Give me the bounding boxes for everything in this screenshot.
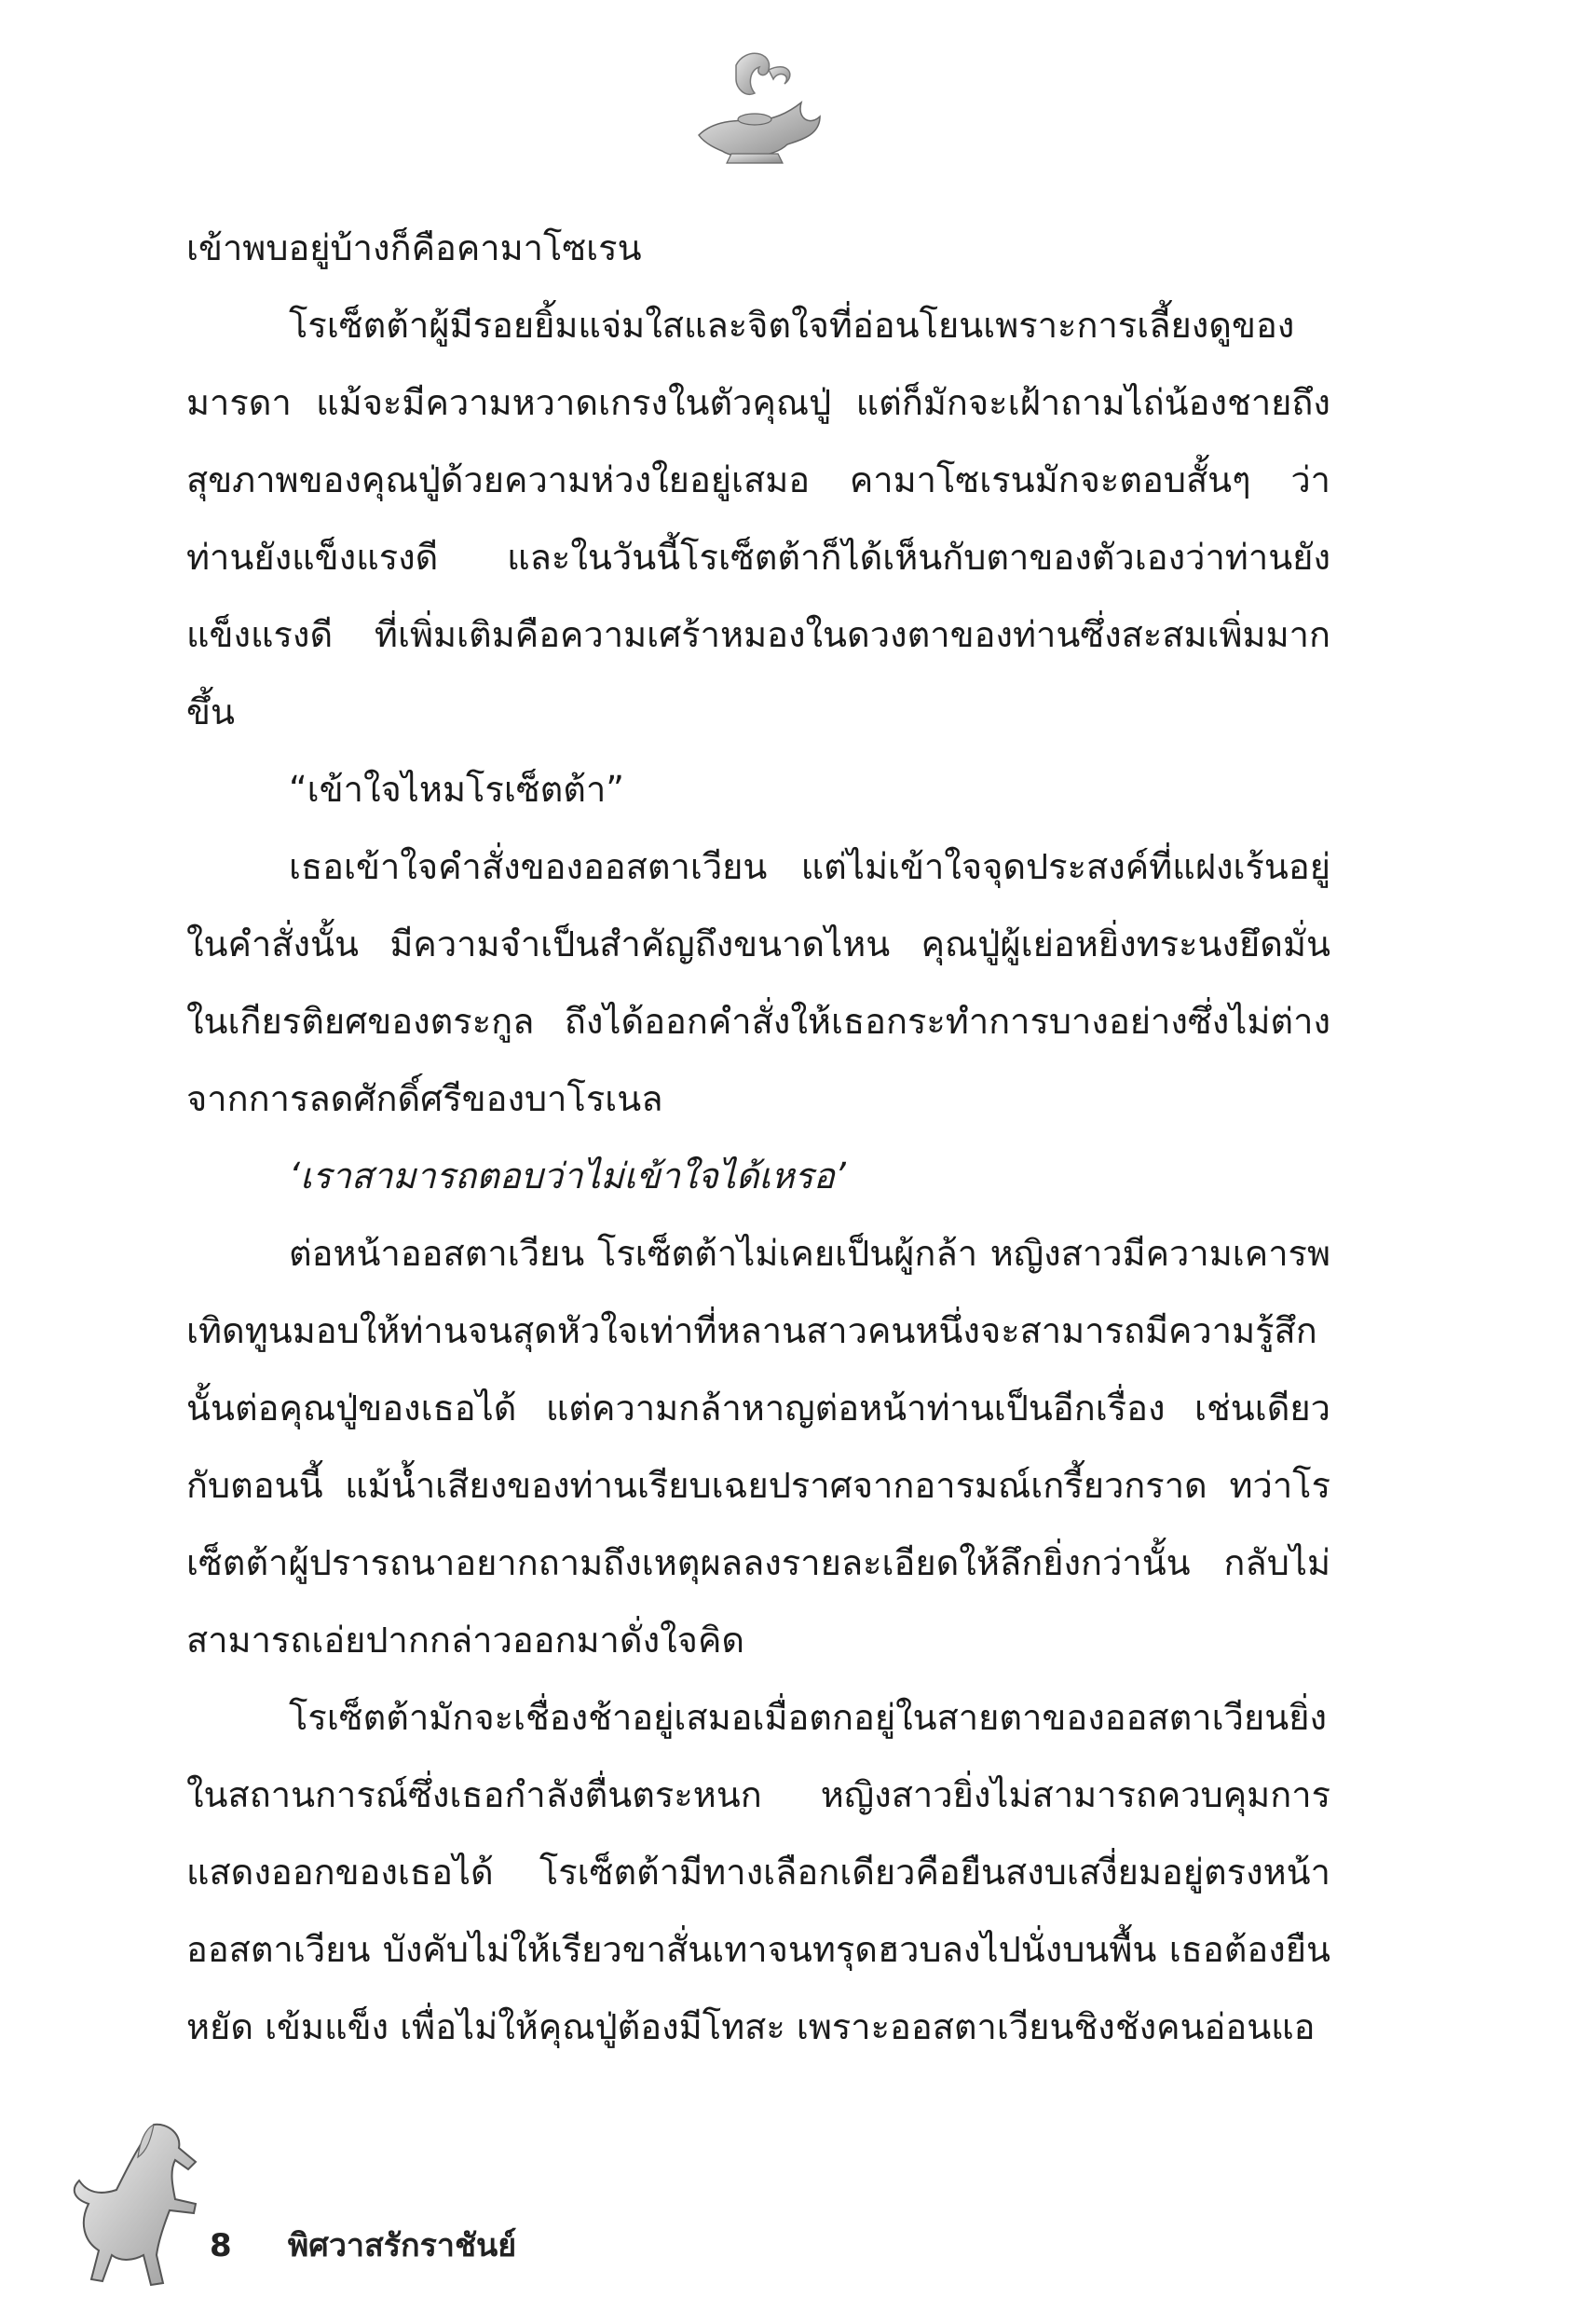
page-footer — [210, 2220, 516, 2270]
rearing-horse-icon — [65, 2115, 205, 2292]
paragraph-1: เข้าพบอยู่บ้างก็คือคามาโซเรน — [186, 227, 642, 268]
genie-lamp-icon — [680, 47, 829, 186]
paragraph-3: “เข้าใจไหมโรเซ็ตต้า” — [289, 769, 624, 810]
paragraph-2: โรเซ็ตต้าผู้มีรอยยิ้มแจ่มใสและจิตใจที่อ่อนโยนเพราะการเลี้ยงดูของมารดา แม้จะมีความหวาดเกรงในตัวคุณปู่ แต่ก็มักจะเฝ้าถามไถ่น้องชายถึงสุขภาพของคุณปู่ด้วยความห่วงใยอยู่เสมอ คามาโซเรนมักจะตอบสั้นๆ ว่าท่านยังแข็งแรงดี และในวันนี้โรเซ็ตต้าก็ได้เห็นกับตาของตัวเองว่าท่านยังแข็งแรงดี ที่เพิ่มเติมคือความเศร้าหมองในดวงตาของท่านซึ่งสะสมเพิ่มมากขึ้น — [186, 305, 1330, 732]
body-text — [186, 210, 1330, 2066]
paragraph-4: เธอเข้าใจคำสั่งของออสตาเวียน แต่ไม่เข้าใจจุดประสงค์ที่แฝงเร้นอยู่ในคำสั่งนั้น มีความจำเป็นสำคัญถึงขนาดไหน คุณปู่ผู้เย่อหยิ่งทระนงยึดมั่นในเกียรติยศของตระกูล ถึงได้ออกคำสั่งให้เธอกระทำการบางอย่างซึ่งไม่ต่างจากการลดศักดิ์ศรีของบาโรเนล — [186, 846, 1330, 1119]
paragraph-6: ต่อหน้าออสตาเวียน โรเซ็ตต้าไม่เคยเป็นผู้กล้า หญิงสาวมีความเคารพเทิดทูนมอบให้ท่านจนสุดหัวใจเท่าที่หลานสาวคนหนึ่งจะสามารถมีความรู้สึกนั้นต่อคุณปู่ของเธอได้ แต่ความกล้าหาญต่อหน้าท่านเป็นอีกเรื่อง เช่นเดียวกับตอนนี้ แม้น้ำเสียงของท่านเรียบเฉยปราศจากอารมณ์เกรี้ยวกราด ทว่าโรเซ็ตต้าผู้ปรารถนาอยากถามถึงเหตุผลลงรายละเอียดให้ลึกยิ่งกว่านั้น กลับไม่สามารถเอ่ยปากกล่าวออกมาดั่งใจคิด — [186, 1233, 1330, 1661]
page-number: 8 — [210, 2227, 232, 2264]
paragraph-5: ‘เราสามารถตอบว่าไม่เข้าใจได้เหรอ’ — [289, 1156, 846, 1197]
book-title: พิศวาสรักราชันย์ — [287, 2227, 517, 2264]
paragraph-7: โรเซ็ตต้ามักจะเชื่องช้าอยู่เสมอเมื่อตกอยู่ในสายตาของออสตาเวียนยิ่งในสถานการณ์ซึ่งเธอกำลังตื่นตระหนก หญิงสาวยิ่งไม่สามารถควบคุมการแสดงออกของเธอได้ โรเซ็ตต้ามีทางเลือกเดียวคือยืนสงบเสงี่ยมอยู่ตรงหน้าออสตาเวียน บังคับไม่ให้เรียวขาสั่นเทาจนทรุดฮวบลงไปนั่งบนพื้น เธอต้องยืนหยัด เข้มแข็ง เพื่อไม่ให้คุณปู่ต้องมีโทสะ เพราะออสตาเวียนชิงชังคนอ่อนแอ — [186, 1697, 1330, 2047]
